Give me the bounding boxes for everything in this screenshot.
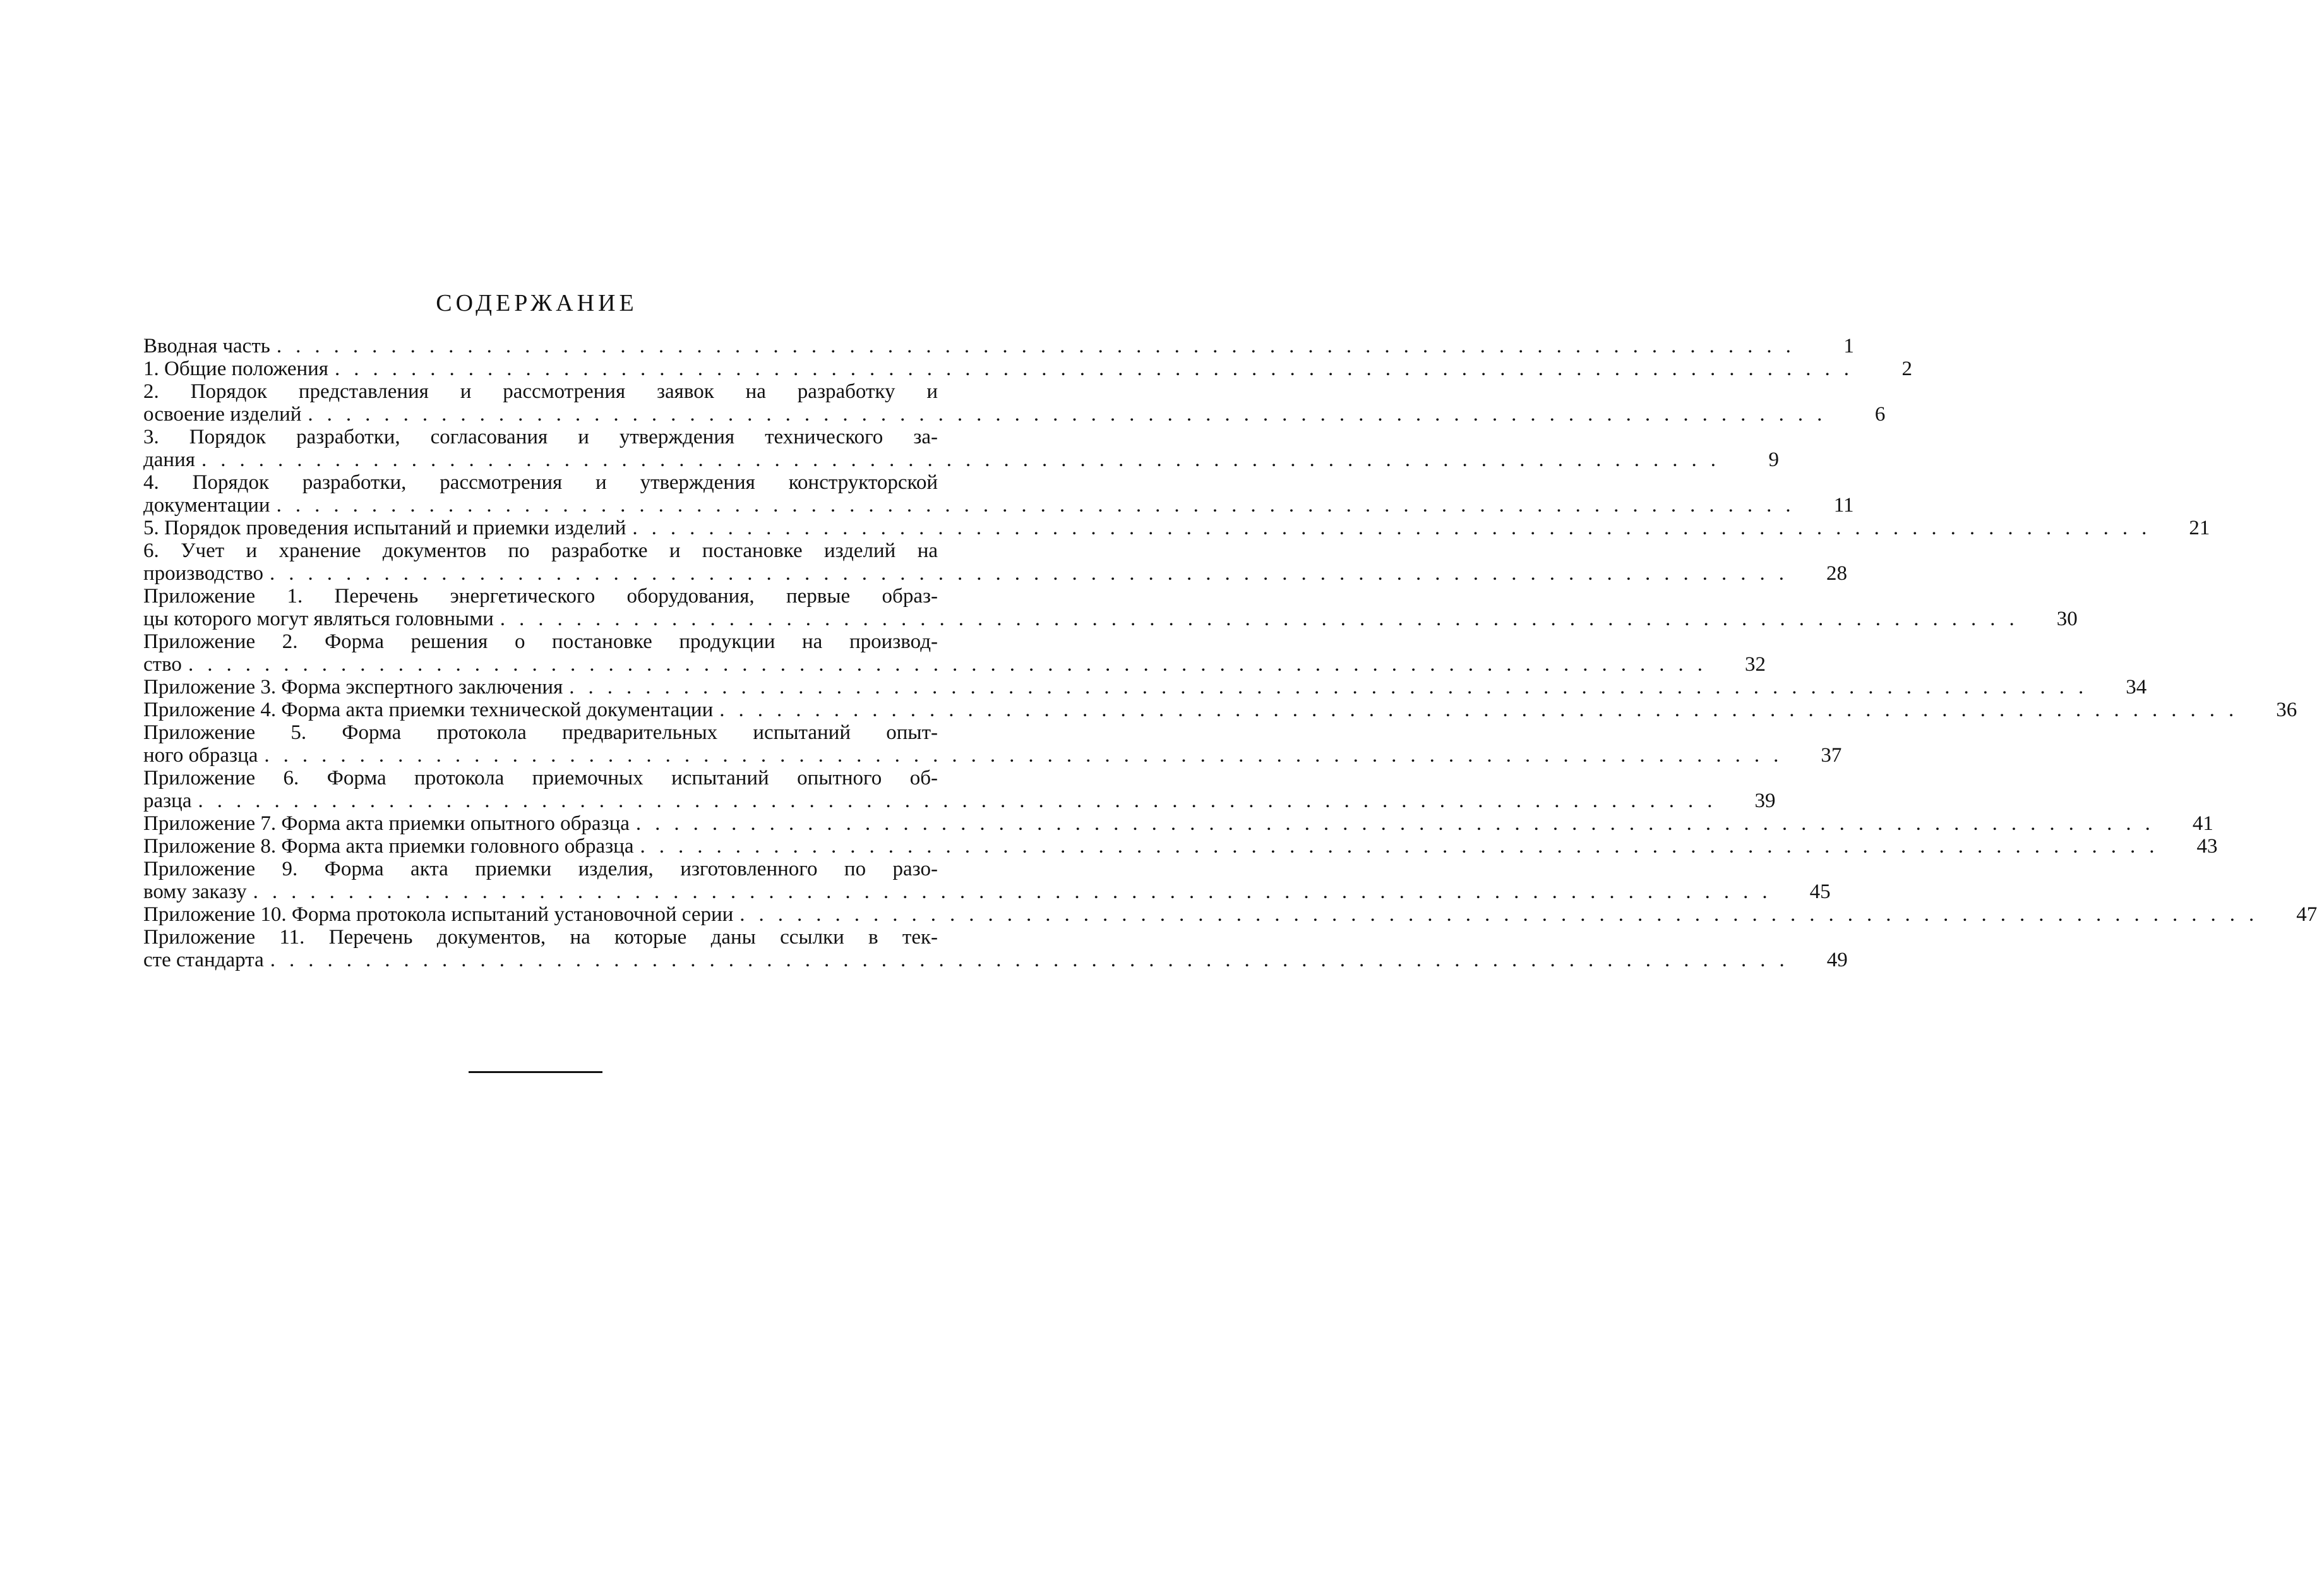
toc-entry[interactable] [143, 630, 1766, 676]
toc-entry-text: цы которого могут являться головными [143, 608, 494, 630]
toc-entry-text: Приложение 9. Форма акта приемки изделия, изготовленного по разо- [143, 858, 938, 880]
toc-entry-text: 6. Учет и хранение документов по разработке и постановке изделий на [143, 539, 938, 562]
toc-entry-text: Приложение 1. Перечень энергетического оборудования, первые образ- [143, 585, 938, 608]
toc-page-number: 49 [1826, 949, 1848, 971]
toc-entry[interactable] [143, 676, 2147, 699]
dot-leader: ................................................................................ [569, 676, 2098, 699]
toc-entry-text: 1. Общие положения [143, 357, 328, 380]
toc-entry[interactable] [143, 721, 1842, 767]
toc-entry-text: 4. Порядок разработки, рассмотрения и утверждения конструкторской [143, 471, 938, 494]
dot-leader: ................................................................................ [198, 789, 1727, 812]
toc-entry-text: 2. Порядок представления и рассмотрения заявок на разработку и [143, 380, 938, 403]
toc-page-number: 6 [1874, 403, 1886, 426]
dot-leader: ................................................................................ [719, 699, 2248, 721]
toc-entry[interactable] [143, 699, 2297, 721]
toc-entry-text: Приложение 6. Форма протокола приемочных испытаний опытного об- [143, 767, 938, 789]
toc-page-number: 45 [1809, 880, 1831, 903]
toc-entry[interactable] [143, 335, 1854, 357]
toc-entry[interactable] [143, 426, 1779, 471]
toc-page-number: 2 [1901, 357, 1912, 380]
toc-entry-text: 3. Порядок разработки, согласования и утверждения технического за- [143, 426, 938, 448]
toc-entry-text: Вводная часть [143, 335, 270, 357]
toc-page-number: 39 [1754, 789, 1776, 812]
table-of-contents [143, 335, 2317, 971]
dot-leader: ................................................................................ [635, 812, 2164, 835]
toc-page-number: 28 [1826, 562, 1847, 585]
toc-entry-text: освоение изделий [143, 403, 302, 426]
toc-entry-text: производство [143, 562, 263, 585]
dot-leader: ................................................................................ [739, 903, 2268, 926]
toc-page-number: 21 [2189, 517, 2210, 539]
toc-entry-text: дания [143, 448, 195, 471]
toc-entry[interactable] [143, 903, 2317, 926]
dot-leader: ................................................................................ [640, 835, 2169, 858]
dot-leader: ................................................................................ [308, 403, 1836, 426]
toc-entry-text: документации [143, 494, 270, 517]
toc-title: СОДЕРЖАНИЕ [436, 290, 638, 316]
dot-leader: ................................................................................ [270, 949, 1799, 971]
toc-page-number: 37 [1821, 744, 1842, 767]
dot-leader: ................................................................................ [188, 653, 1716, 676]
toc-entry-text: Приложение 3. Форма экспертного заключения [143, 676, 563, 699]
toc-entry-text: Приложение 8. Форма акта приемки головного образца [143, 835, 634, 858]
dot-leader: ................................................................................ [276, 335, 1805, 357]
toc-entry[interactable] [143, 517, 2210, 539]
toc-entry[interactable] [143, 767, 1776, 812]
toc-entry[interactable] [143, 471, 1854, 517]
dot-leader: ................................................................................ [276, 494, 1805, 517]
toc-entry[interactable] [143, 926, 1848, 971]
toc-entry-text: разца [143, 789, 192, 812]
toc-entry-text: Приложение 10. Форма протокола испытаний установочной серии [143, 903, 734, 926]
dot-leader: ................................................................................ [500, 608, 2028, 630]
toc-page-number: 41 [2192, 812, 2213, 835]
dot-leader: ................................................................................ [269, 562, 1798, 585]
dot-leader: ................................................................................ [334, 357, 1863, 380]
toc-entry-text: вому заказу [143, 880, 247, 903]
toc-entry[interactable] [143, 539, 1847, 585]
toc-entry-text: ного образца [143, 744, 258, 767]
toc-page-number: 9 [1768, 448, 1779, 471]
toc-entry-text: Приложение 2. Форма решения о постановке продукции на производ- [143, 630, 938, 653]
toc-page-number: 36 [2276, 699, 2297, 721]
toc-entry-text: 5. Порядок проведения испытаний и приемки изделий [143, 517, 626, 539]
dot-leader: ................................................................................ [632, 517, 2161, 539]
toc-entry-text: Приложение 7. Форма акта приемки опытного образца [143, 812, 630, 835]
toc-entry-text: сте стандарта [143, 949, 264, 971]
toc-entry[interactable] [143, 357, 1912, 380]
toc-entry-text: Приложение 11. Перечень документов, на которые даны ссылки в тек- [143, 926, 938, 949]
toc-entry[interactable] [143, 835, 2218, 858]
toc-page-number: 47 [2296, 903, 2317, 926]
toc-entry-text: Приложение 4. Форма акта приемки технической документации [143, 699, 714, 721]
toc-page-number: 1 [1843, 335, 1854, 357]
toc-page-number: 43 [2196, 835, 2218, 858]
toc-page-number: 32 [1744, 653, 1766, 676]
toc-page-number: 30 [2056, 608, 2078, 630]
toc-page-number: 11 [1833, 494, 1854, 517]
end-rule [469, 1071, 602, 1073]
toc-entry-text: Приложение 5. Форма протокола предварительных испытаний опыт- [143, 721, 938, 744]
toc-page-number: 34 [2126, 676, 2147, 699]
toc-entry[interactable] [143, 585, 2078, 630]
toc-entry[interactable] [143, 380, 1886, 426]
toc-entry[interactable] [143, 812, 2213, 835]
dot-leader: ................................................................................ [201, 448, 1730, 471]
toc-entry[interactable] [143, 858, 1831, 903]
dot-leader: ................................................................................ [264, 744, 1793, 767]
toc-entry-text: ство [143, 653, 182, 676]
dot-leader: ................................................................................ [253, 880, 1781, 903]
